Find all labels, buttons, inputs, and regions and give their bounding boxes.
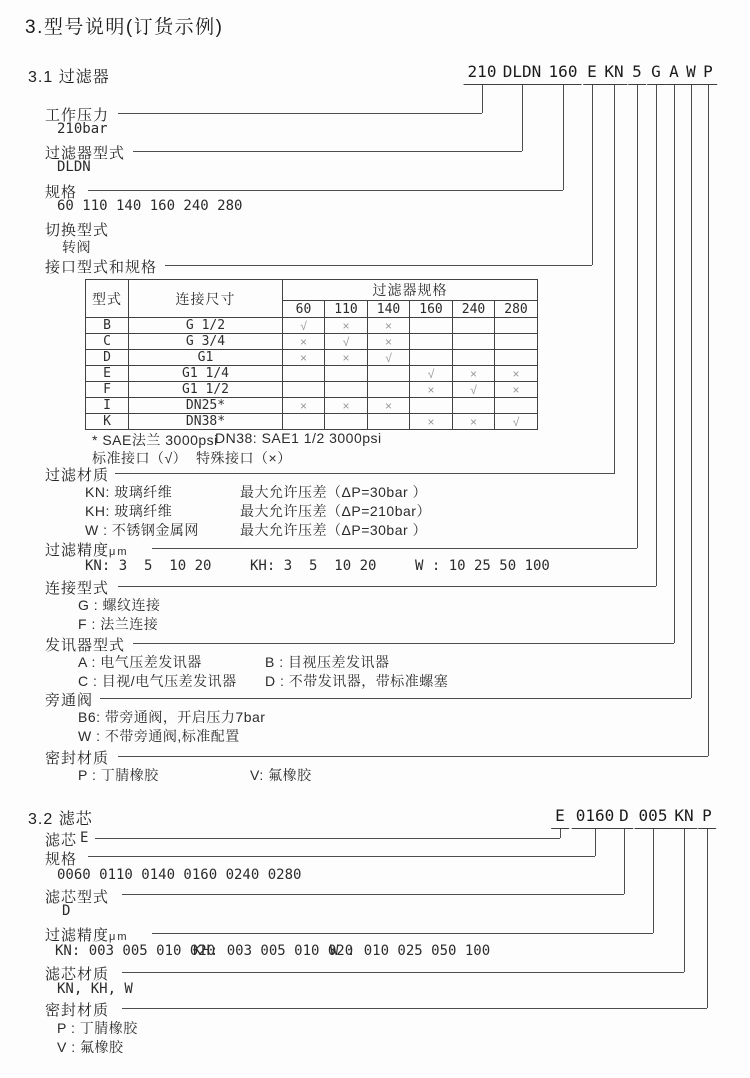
indicator-d: D : 不带发讯器，带标准螺塞 bbox=[265, 673, 449, 689]
label-port: 接口型式和规格 bbox=[45, 259, 158, 276]
col-header-type: 型式 bbox=[86, 280, 129, 318]
value-core-size: 0060 0110 0140 0160 0240 0280 bbox=[57, 867, 302, 883]
code2-precision: 005 bbox=[635, 806, 672, 829]
cell-mark: × bbox=[368, 398, 410, 414]
drop-line-bypass bbox=[691, 85, 692, 698]
code-size: 160 bbox=[545, 62, 582, 85]
col-header-group: 过滤器规格 bbox=[283, 280, 538, 301]
leader2-material bbox=[122, 972, 684, 973]
label-core-precision bbox=[45, 924, 129, 945]
cell-mark bbox=[495, 318, 538, 334]
code2-material: KN bbox=[670, 806, 697, 829]
cell-mark: √ bbox=[368, 350, 410, 366]
drop2-element bbox=[560, 829, 561, 838]
col-header-size: 240 bbox=[453, 301, 495, 318]
label-core-precision-text: 过滤精度 bbox=[45, 927, 110, 944]
value-working-pressure: 210bar bbox=[57, 121, 108, 137]
code-connection: G bbox=[647, 62, 665, 85]
cell-mark bbox=[453, 350, 495, 366]
indicator-b: B : 目视压差发讯器 bbox=[265, 654, 390, 670]
leader-size bbox=[88, 190, 563, 191]
cell-mark bbox=[495, 398, 538, 414]
core-seal-p: P : 丁腈橡胶 bbox=[57, 1020, 138, 1036]
cell-mark bbox=[368, 414, 410, 430]
cell-mark: × bbox=[283, 398, 325, 414]
label-seal: 密封材质 bbox=[45, 750, 110, 767]
label-connection: 连接型式 bbox=[45, 580, 110, 597]
cell-mark bbox=[283, 414, 325, 430]
leader2-type bbox=[122, 894, 624, 895]
col-header-dim: 连接尺寸 bbox=[129, 280, 283, 318]
cell-mark: × bbox=[410, 414, 453, 430]
code-pressure: 210 bbox=[464, 62, 501, 85]
cell-type: K bbox=[86, 414, 129, 430]
label-core-precision-unit: μm bbox=[109, 931, 129, 943]
value-size: 60 110 140 160 240 280 bbox=[57, 198, 243, 214]
indicator-c: C : 目视/电气压差发讯器 bbox=[78, 673, 237, 689]
media-kh-name: KH: 玻璃纤维 bbox=[85, 503, 173, 519]
cell-mark bbox=[368, 366, 410, 382]
label-core: 滤芯 bbox=[45, 832, 78, 849]
cell-mark bbox=[410, 398, 453, 414]
leader-media bbox=[115, 473, 615, 474]
leader2-size bbox=[88, 856, 595, 857]
note-flange: * SAE法兰 3000psi bbox=[92, 432, 218, 448]
cell-mark bbox=[410, 334, 453, 350]
code-type: DLDN bbox=[499, 62, 546, 85]
drop2-precision bbox=[653, 829, 654, 933]
table-row bbox=[86, 398, 538, 414]
drop-line-seal bbox=[708, 85, 709, 756]
code-precision: 5 bbox=[628, 62, 646, 85]
cell-type: E bbox=[86, 366, 129, 382]
bypass-b6: B6: 带旁通阀，开启压力7bar bbox=[78, 709, 266, 725]
cell-mark: × bbox=[283, 334, 325, 350]
cell-type: B bbox=[86, 318, 129, 334]
drop-line-precision bbox=[637, 85, 638, 548]
label-working-pressure: 工作压力 bbox=[45, 107, 110, 124]
cell-mark: √ bbox=[453, 382, 495, 398]
core-seal-v: V : 氟橡胶 bbox=[57, 1039, 124, 1055]
leader2-precision bbox=[152, 933, 653, 934]
label-core-material: 滤芯材质 bbox=[45, 966, 110, 983]
cell-mark bbox=[283, 382, 325, 398]
cell-dim: G1 bbox=[129, 350, 283, 366]
cell-mark: √ bbox=[495, 414, 538, 430]
leader-port bbox=[165, 265, 592, 266]
drop-line-media bbox=[614, 85, 615, 473]
media-kn-name: KN: 玻璃纤维 bbox=[85, 484, 173, 500]
code2-seal: P bbox=[698, 806, 716, 829]
cell-mark: × bbox=[368, 334, 410, 350]
label-precision-text: 过滤精度 bbox=[45, 542, 110, 559]
cell-dim: G1 1/2 bbox=[129, 382, 283, 398]
leader-precision bbox=[152, 548, 637, 549]
label-core-type: 滤芯型式 bbox=[45, 889, 110, 906]
value-filter-type: DLDN bbox=[57, 159, 91, 175]
table-row bbox=[86, 350, 538, 366]
code-indicator: A bbox=[665, 62, 683, 85]
cell-type: F bbox=[86, 382, 129, 398]
cell-mark bbox=[325, 414, 368, 430]
col-header-size: 110 bbox=[325, 301, 368, 318]
cell-mark bbox=[495, 350, 538, 366]
col-header-size: 280 bbox=[495, 301, 538, 318]
cell-type: C bbox=[86, 334, 129, 350]
drop-line-connection bbox=[656, 85, 657, 586]
cell-mark: √ bbox=[410, 366, 453, 382]
drop2-seal bbox=[707, 829, 708, 1008]
cell-mark: × bbox=[495, 382, 538, 398]
label-precision bbox=[45, 539, 129, 560]
table-row bbox=[86, 366, 538, 382]
core-precision-w: W : 010 025 050 100 bbox=[330, 943, 491, 959]
drop-line-port bbox=[592, 85, 593, 265]
table-row bbox=[86, 334, 538, 350]
leader-indicator bbox=[133, 643, 674, 644]
value-switch-type: 转阀 bbox=[62, 239, 91, 255]
seal-v: V: 氟橡胶 bbox=[250, 767, 312, 783]
cell-mark bbox=[453, 398, 495, 414]
label-size: 规格 bbox=[45, 184, 78, 201]
note-marks: 标准接口（√） 特殊接口（×） bbox=[92, 450, 292, 466]
cell-dim: G 1/2 bbox=[129, 318, 283, 334]
code-port: E bbox=[583, 62, 601, 85]
connection-g: G : 螺纹连接 bbox=[78, 597, 161, 613]
media-kn-limit: 最大允许压差（ΔP=30bar ） bbox=[240, 484, 428, 500]
code-media: KN bbox=[600, 62, 627, 85]
label-media: 过滤材质 bbox=[45, 467, 110, 484]
media-w-limit: 最大允许压差（ΔP=30bar ） bbox=[240, 522, 428, 538]
connection-f: F : 法兰连接 bbox=[78, 616, 159, 632]
precision-kh: KH: 3 5 10 20 bbox=[250, 558, 377, 574]
leader-connection bbox=[118, 586, 656, 587]
leader2-element bbox=[95, 838, 560, 839]
drop-line-size bbox=[563, 85, 564, 190]
cell-mark: √ bbox=[283, 318, 325, 334]
cell-mark: × bbox=[325, 398, 368, 414]
drop2-type bbox=[624, 829, 625, 894]
value-core-material: KN, KH, W bbox=[57, 981, 133, 997]
col-header-size: 60 bbox=[283, 301, 325, 318]
label-indicator: 发讯器型式 bbox=[45, 637, 126, 654]
value-core-type: D bbox=[62, 903, 71, 919]
drop-line-type bbox=[522, 85, 523, 151]
cell-dim: G1 1/4 bbox=[129, 366, 283, 382]
cell-mark bbox=[325, 366, 368, 382]
label-precision-unit: μm bbox=[109, 546, 129, 558]
core-precision-kh: KH: 003 005 010 020 bbox=[193, 943, 354, 959]
page-title: 3.型号说明(订货示例) bbox=[25, 17, 224, 38]
cell-mark: × bbox=[495, 366, 538, 382]
seal-p: P : 丁腈橡胶 bbox=[78, 767, 159, 783]
bypass-w: W : 不带旁通阀,标准配置 bbox=[78, 728, 240, 744]
cell-mark bbox=[453, 334, 495, 350]
label-bypass: 旁通阀 bbox=[45, 692, 94, 709]
cell-mark: × bbox=[325, 318, 368, 334]
drop-line-pressure bbox=[482, 85, 483, 113]
code-bypass: W bbox=[682, 62, 700, 85]
code2-size: 0160 bbox=[572, 806, 619, 829]
note-dn38: DN38: SAE1 1/2 3000psi bbox=[215, 430, 382, 446]
col-header-size: 140 bbox=[368, 301, 410, 318]
label-core-seal: 密封材质 bbox=[45, 1002, 110, 1019]
cell-mark: × bbox=[283, 350, 325, 366]
media-kh-limit: 最大允许压差（ΔP=210bar） bbox=[240, 503, 431, 519]
drop2-size bbox=[595, 829, 596, 856]
cell-mark bbox=[368, 382, 410, 398]
cell-mark bbox=[325, 382, 368, 398]
table-row bbox=[86, 318, 538, 334]
leader-working-pressure bbox=[118, 113, 482, 114]
cell-mark bbox=[283, 366, 325, 382]
cell-type: I bbox=[86, 398, 129, 414]
code2-type: D bbox=[615, 806, 633, 829]
cell-type: D bbox=[86, 350, 129, 366]
col-header-size: 160 bbox=[410, 301, 453, 318]
cell-mark: × bbox=[453, 366, 495, 382]
drop2-material bbox=[684, 829, 685, 972]
label-switch-type: 切换型式 bbox=[45, 222, 110, 239]
cell-mark bbox=[410, 350, 453, 366]
cell-mark: √ bbox=[325, 334, 368, 350]
label-core-size: 规格 bbox=[45, 851, 78, 868]
label-filter-type: 过滤器型式 bbox=[45, 145, 126, 162]
drop-line-indicator bbox=[674, 85, 675, 643]
cell-mark bbox=[453, 318, 495, 334]
value-core: E bbox=[80, 830, 89, 846]
table-row bbox=[86, 414, 538, 430]
precision-w: W : 10 25 50 100 bbox=[415, 558, 550, 574]
table-row bbox=[86, 382, 538, 398]
cell-mark bbox=[410, 318, 453, 334]
section-31-heading: 3.1 过滤器 bbox=[28, 69, 110, 86]
precision-kn: KN: 3 5 10 20 bbox=[85, 558, 212, 574]
cell-dim: G 3/4 bbox=[129, 334, 283, 350]
indicator-a: A : 电气压差发讯器 bbox=[78, 654, 202, 670]
code2-element: E bbox=[551, 806, 569, 829]
leader-bypass bbox=[100, 698, 691, 699]
leader2-seal bbox=[122, 1008, 707, 1009]
cell-dim: DN38* bbox=[129, 414, 283, 430]
cell-dim: DN25* bbox=[129, 398, 283, 414]
cell-mark: × bbox=[368, 318, 410, 334]
leader-seal bbox=[118, 756, 708, 757]
code-seal: P bbox=[699, 62, 717, 85]
cell-mark: × bbox=[453, 414, 495, 430]
cell-mark: × bbox=[410, 382, 453, 398]
leader-filter-type bbox=[133, 151, 522, 152]
cell-mark: × bbox=[325, 350, 368, 366]
cell-mark bbox=[495, 334, 538, 350]
media-w-name: W : 不锈钢金属网 bbox=[85, 522, 199, 538]
core-precision-kn: KN: 003 005 010 020 bbox=[55, 943, 216, 959]
port-size-table bbox=[85, 279, 538, 430]
section-32-heading: 3.2 滤芯 bbox=[28, 811, 93, 828]
